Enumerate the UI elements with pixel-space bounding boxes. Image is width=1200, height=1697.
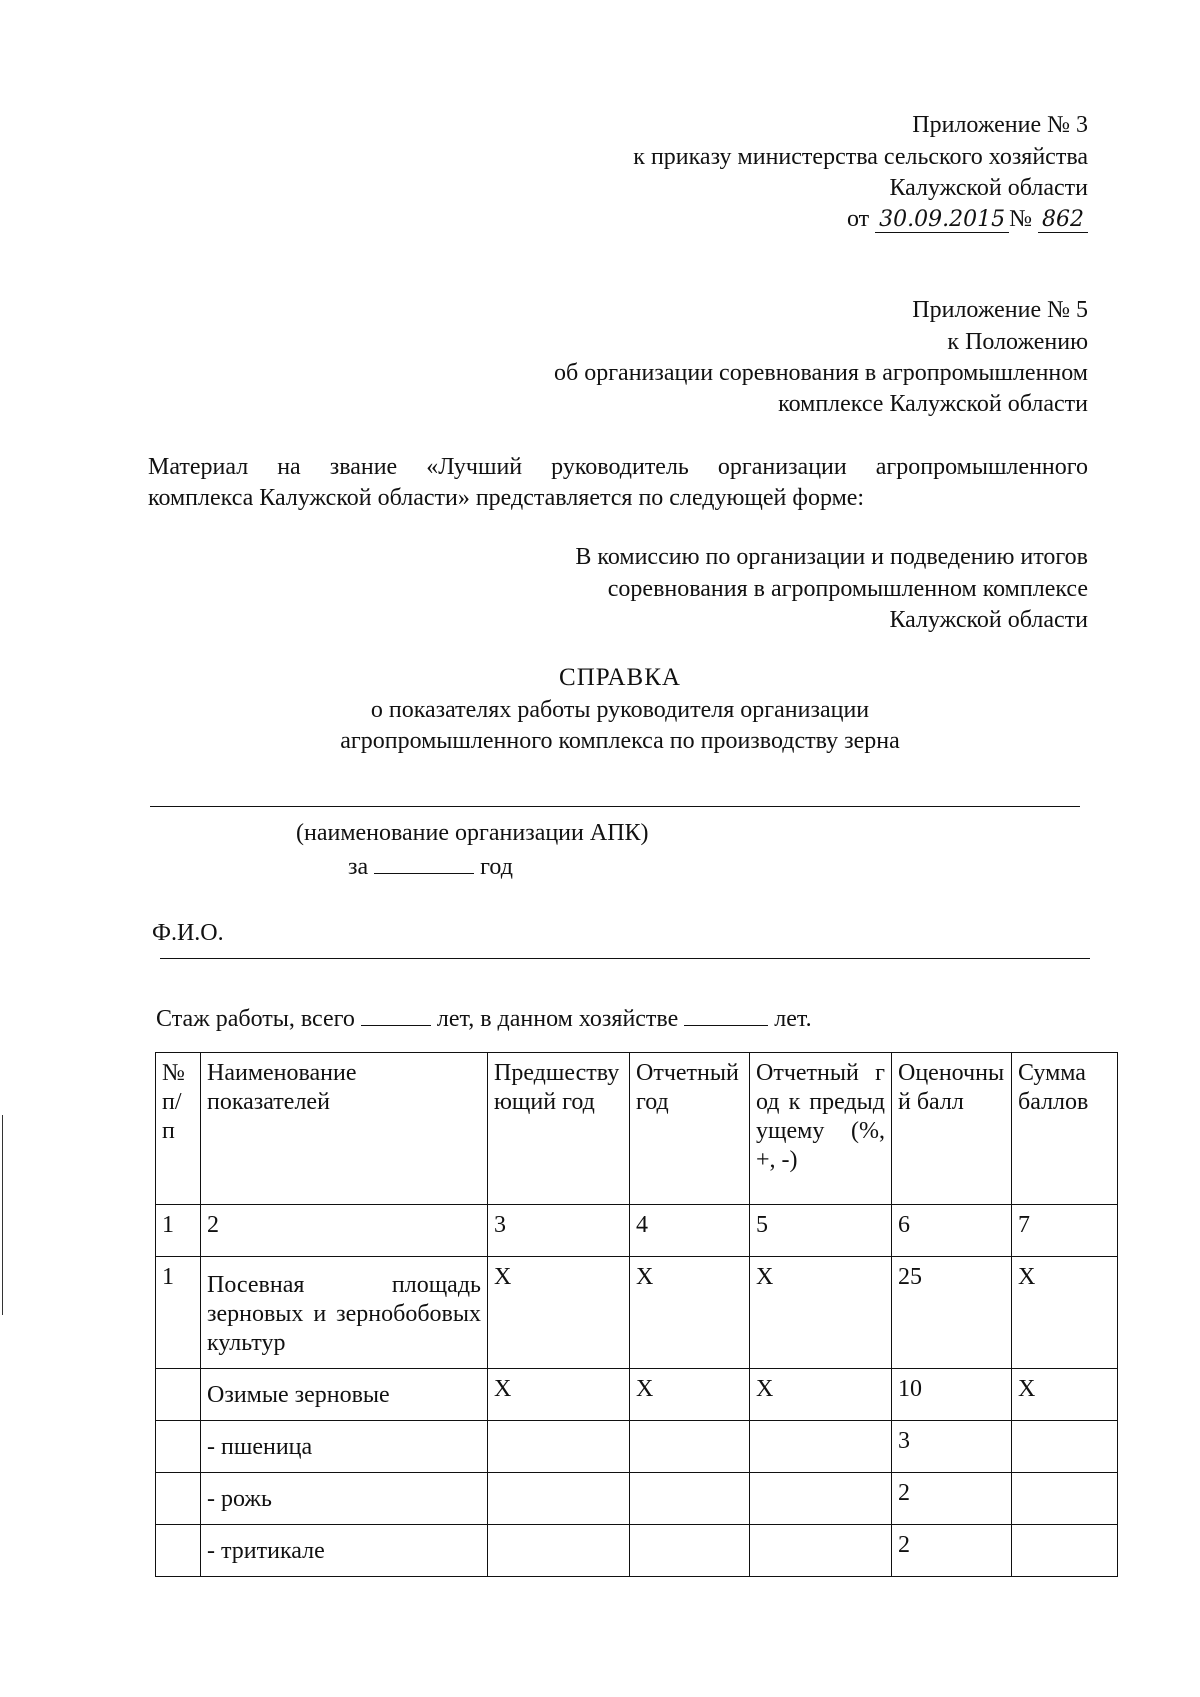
intro-line-2: комплекса Калужской области» представляется по следующей форме: xyxy=(148,485,865,511)
fio-label: Ф.И.О. xyxy=(152,920,224,946)
row-score-cell: 3 xyxy=(892,1421,1012,1473)
table-row xyxy=(156,1257,1118,1369)
numbering-cell: 4 xyxy=(630,1205,750,1257)
row-name-cell: Озимые зерновые xyxy=(201,1369,488,1421)
year-line xyxy=(348,852,513,882)
row-sum-cell: X xyxy=(1012,1369,1118,1421)
header-cell-name: Наименование показателей xyxy=(201,1053,488,1205)
experience-line xyxy=(156,1004,812,1034)
row-ratio-cell xyxy=(750,1421,892,1473)
row-previous-cell xyxy=(488,1525,630,1577)
numbering-cell: 2 xyxy=(201,1205,488,1257)
row-sum-cell: X xyxy=(1012,1257,1118,1369)
row-name-cell: - тритикале xyxy=(201,1525,488,1577)
date-prefix: от xyxy=(846,206,870,232)
table-row xyxy=(156,1421,1118,1473)
appendix-3-region: Калужской области xyxy=(889,175,1088,201)
year-prefix: за xyxy=(348,854,369,880)
fio-blank-line xyxy=(160,958,1090,959)
appendix-5-subject: об организации соревнования в агропромышленном xyxy=(554,360,1088,386)
row-number-cell xyxy=(156,1421,201,1473)
appendix-5-region: комплексе Калужской области xyxy=(778,391,1088,417)
numbering-cell: 5 xyxy=(750,1205,892,1257)
row-score-cell: 2 xyxy=(892,1525,1012,1577)
row-score-cell: 25 xyxy=(892,1257,1012,1369)
header-cell-ratio: Отчетный год к предыдущему (%, +, -) xyxy=(750,1053,892,1205)
intro-paragraph xyxy=(148,452,1088,514)
row-ratio-cell: X xyxy=(750,1369,892,1421)
intro-line-1: Материал на звание «Лучший руководитель организации агропромышленного xyxy=(148,454,1088,480)
addressee-line-1: В комиссию по организации и подведению итогов xyxy=(575,544,1088,570)
row-name-cell: - пшеница xyxy=(201,1421,488,1473)
row-current-cell xyxy=(630,1421,750,1473)
table-header-row xyxy=(156,1053,1118,1205)
row-current-cell: X xyxy=(630,1369,750,1421)
row-previous-cell xyxy=(488,1421,630,1473)
experience-years-label: лет. xyxy=(774,1006,812,1032)
appendix-3-title: Приложение № 3 xyxy=(912,112,1088,138)
row-sum-cell xyxy=(1012,1421,1118,1473)
appendix-5-ref: к Положению xyxy=(947,329,1088,355)
addressee-line-3: Калужской области xyxy=(889,607,1088,633)
row-sum-cell xyxy=(1012,1473,1118,1525)
row-name-cell: Посевная площадь зерновых и зернобобовых культур xyxy=(201,1257,488,1369)
number-prefix: № xyxy=(1009,206,1032,232)
row-name-cell: - рожь xyxy=(201,1473,488,1525)
table-row xyxy=(156,1473,1118,1525)
appendix-3-date-line xyxy=(847,204,1088,234)
handwritten-date: 30.09.2015 xyxy=(875,208,1009,233)
experience-total-blank xyxy=(361,1005,431,1026)
row-ratio-cell xyxy=(750,1525,892,1577)
row-previous-cell: X xyxy=(488,1369,630,1421)
row-ratio-cell: X xyxy=(750,1257,892,1369)
row-previous-cell xyxy=(488,1473,630,1525)
header-cell-report-year: Отчетный год xyxy=(630,1053,750,1205)
year-blank xyxy=(374,853,474,874)
numbering-cell: 6 xyxy=(892,1205,1012,1257)
table-row xyxy=(156,1525,1118,1577)
org-name-caption: (наименование организации АПК) xyxy=(296,820,649,846)
row-score-cell: 10 xyxy=(892,1369,1012,1421)
row-ratio-cell xyxy=(750,1473,892,1525)
document-title: СПРАВКА xyxy=(559,664,681,691)
row-sum-cell xyxy=(1012,1525,1118,1577)
header-cell-sum: Сумма баллов xyxy=(1012,1053,1118,1205)
row-current-cell xyxy=(630,1473,750,1525)
row-current-cell: X xyxy=(630,1257,750,1369)
addressee-line-2: соревнования в агропромышленном комплексе xyxy=(607,576,1088,602)
header-cell-number: № п/п xyxy=(156,1053,201,1205)
row-current-cell xyxy=(630,1525,750,1577)
experience-farm-label: лет, в данном хозяйстве xyxy=(436,1006,679,1032)
header-cell-score: Оценочный балл xyxy=(892,1053,1012,1205)
table-row xyxy=(156,1369,1118,1421)
scan-edge-mark xyxy=(2,1115,3,1315)
experience-total-label: Стаж работы, всего xyxy=(156,1006,355,1032)
indicators-table xyxy=(155,1052,1118,1577)
numbering-cell: 7 xyxy=(1012,1205,1118,1257)
numbering-cell: 3 xyxy=(488,1205,630,1257)
row-previous-cell: X xyxy=(488,1257,630,1369)
year-suffix: год xyxy=(480,854,513,880)
row-number-cell xyxy=(156,1473,201,1525)
row-number-cell xyxy=(156,1525,201,1577)
appendix-3-order: к приказу министерства сельского хозяйства xyxy=(633,144,1088,170)
handwritten-number: 862 xyxy=(1038,208,1088,233)
row-score-cell: 2 xyxy=(892,1473,1012,1525)
experience-farm-blank xyxy=(684,1005,768,1026)
document-subtitle-1: о показателях работы руководителя организации xyxy=(370,697,870,723)
table-numbering-row xyxy=(156,1205,1118,1257)
header-cell-previous-year: Предшествующий год xyxy=(488,1053,630,1205)
row-number-cell xyxy=(156,1369,201,1421)
org-name-blank-line xyxy=(150,806,1080,807)
appendix-5-title: Приложение № 5 xyxy=(912,297,1088,323)
numbering-cell: 1 xyxy=(156,1205,201,1257)
document-subtitle-2: агропромышленного комплекса по производству зерна xyxy=(340,728,900,754)
row-number-cell: 1 xyxy=(156,1257,201,1369)
